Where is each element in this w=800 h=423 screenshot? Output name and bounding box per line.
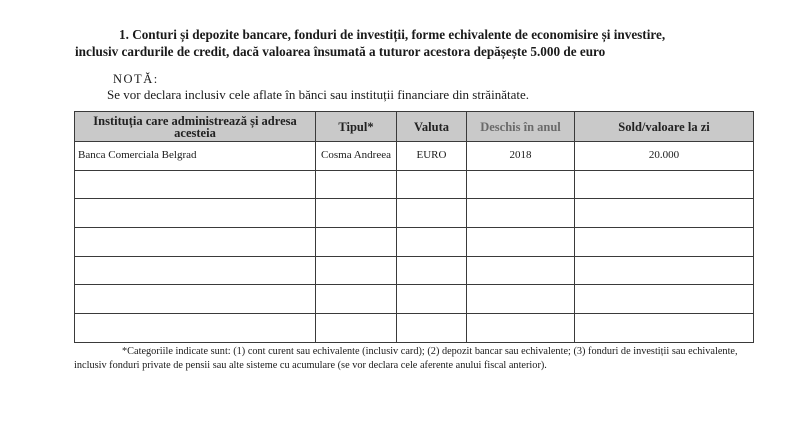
cell-opened — [467, 285, 575, 314]
table-row — [75, 142, 754, 171]
table-header-row — [75, 112, 754, 142]
cell-institution — [75, 285, 316, 314]
cell-institution — [75, 199, 316, 228]
header-institution: Instituția care administrează și adresa acesteia — [75, 112, 316, 142]
cell-type — [316, 170, 397, 199]
cell-type — [316, 228, 397, 257]
cell-institution — [75, 256, 316, 285]
table-row — [75, 256, 754, 285]
cell-balance — [575, 199, 754, 228]
cell-balance — [575, 314, 754, 343]
cell-currency — [397, 170, 467, 199]
cell-institution — [75, 314, 316, 343]
cell-opened — [467, 199, 575, 228]
cell-institution — [75, 228, 316, 257]
cell-currency — [397, 228, 467, 257]
cell-opened — [467, 228, 575, 257]
cell-opened — [467, 170, 575, 199]
cell-balance — [575, 170, 754, 199]
section-title-line-1: 1. Conturi și depozite bancare, fonduri de investiții, forme echivalente de economisire și investire, — [119, 27, 666, 42]
cell-currency: EURO — [397, 142, 467, 171]
cell-currency — [397, 314, 467, 343]
cell-opened — [467, 314, 575, 343]
header-balance: Sold/valoare la zi — [575, 112, 754, 142]
cell-type — [316, 199, 397, 228]
note-text: Se vor declara inclusiv cele aflate în bănci sau instituții financiare din străinătate. — [107, 87, 529, 102]
cell-balance: 20.000 — [575, 142, 754, 171]
cell-institution — [75, 170, 316, 199]
cell-opened — [467, 256, 575, 285]
cell-type — [316, 314, 397, 343]
cell-opened: 2018 — [467, 142, 575, 171]
cell-currency — [397, 199, 467, 228]
cell-type — [316, 256, 397, 285]
table-row — [75, 170, 754, 199]
cell-balance — [575, 228, 754, 257]
cell-balance — [575, 285, 754, 314]
accounts-table — [74, 111, 754, 343]
header-type: Tipul* — [316, 112, 397, 142]
table-row — [75, 228, 754, 257]
footnote: *Categoriile indicate sunt: (1) cont curent sau echivalente (inclusiv card); (2) depozit bancar sau echivalente; (3) fonduri de investiții sau echivalente, inclusiv fonduri private de pensii sau alte sisteme cu acumulare (se vor declara cele aferente anului fiscal anterior). — [74, 346, 738, 371]
cell-currency — [397, 285, 467, 314]
cell-type: Cosma Andreea — [316, 142, 397, 171]
table-row — [75, 285, 754, 314]
cell-balance — [575, 256, 754, 285]
cell-institution: Banca Comerciala Belgrad — [75, 142, 316, 171]
section-heading — [75, 26, 765, 60]
note-label: NOTĂ: — [113, 72, 159, 86]
cell-currency — [397, 256, 467, 285]
section-title-line-2: inclusiv cardurile de credit, dacă valoarea însumată a tuturor acestora depășește 5.000 de euro — [75, 44, 606, 59]
header-opened: Deschis în anul — [467, 112, 575, 142]
table-row — [75, 199, 754, 228]
table-row — [75, 314, 754, 343]
cell-type — [316, 285, 397, 314]
header-currency: Valuta — [397, 112, 467, 142]
